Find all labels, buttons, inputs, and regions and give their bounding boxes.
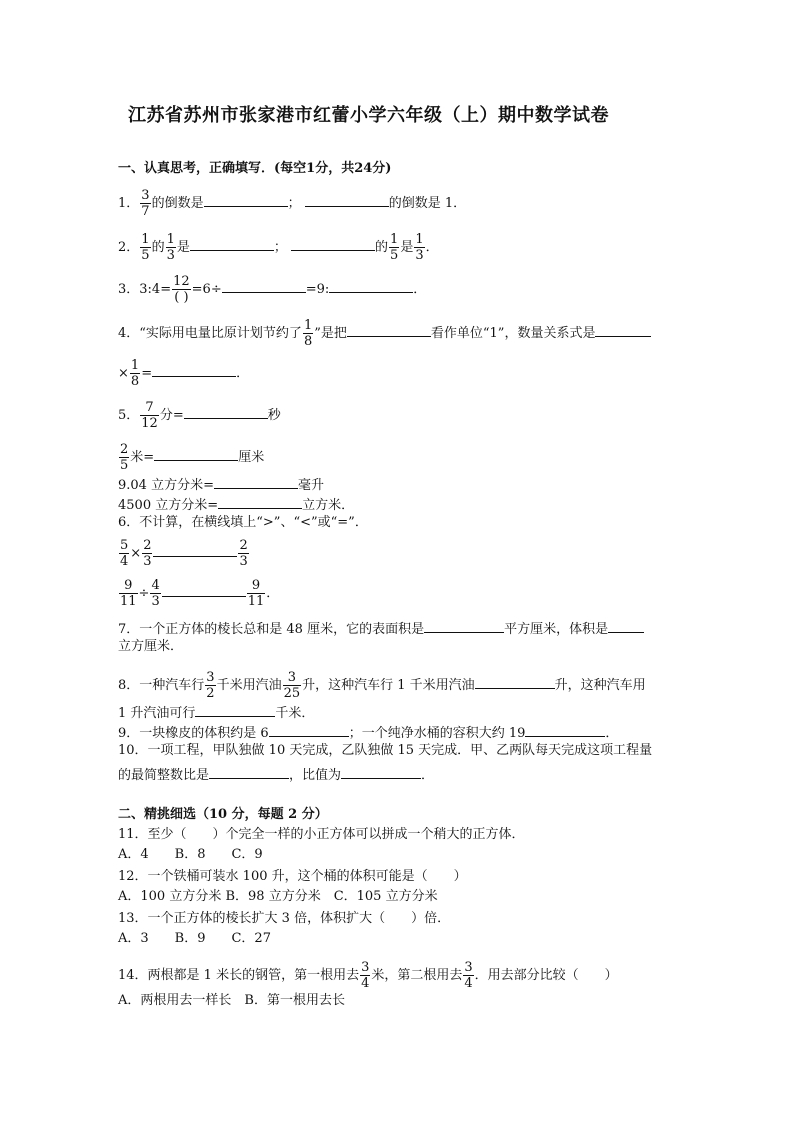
answer-blank[interactable] [269,722,349,737]
page-title: 江苏省苏州市张家港市红蕾小学六年级（上）期中数学试卷 [128,105,609,126]
section1-heading: 一、认真思考，正确填写．(每空1分，共24分) [118,161,392,176]
question-9: 9．一块橡皮的体积约是 6 ；一个纯净水桶的容积大约 19 ． [118,722,618,743]
answer-blank[interactable] [475,674,555,689]
question-4: 4．“实际用电量比原计划节约了 $\frac{1}{8}$ ”是把 看作单位“1”，数量关系式是 [118,318,651,349]
question-14: 14．两根都是 1 米长的钢管，第一根用去 $\frac{3}{4}$ 米，第二根用去 $\frac{3}{4}$ ．用去部分比较（ ） [118,960,618,991]
answer-blank[interactable] [162,582,246,597]
answer-blank[interactable] [154,446,238,461]
question-12-options[interactable]: A．100 立方分米 B．98 立方分米 C．105 立方分米 [118,889,438,904]
question-3: 3．3:4= $\frac{12}{( )}$ =6÷ =9: ． [118,274,427,305]
answer-blank[interactable] [291,236,375,251]
answer-blank[interactable] [214,474,298,489]
question-13: 13．一个正方体的棱长扩大 3 倍，体积扩大（ ）倍． [118,911,451,926]
answer-blank[interactable] [347,322,431,337]
answer-blank[interactable] [222,278,306,293]
answer-blank[interactable] [184,404,268,419]
question-11: 11．至少（ ）个完全一样的小正方体可以拼成一个稍大的正方体． [118,827,525,842]
question-1: 1． $\frac{3}{7}$ 的倒数是 ； 的倒数是 1． [118,188,467,219]
answer-blank[interactable] [195,702,275,717]
answer-blank[interactable] [341,764,421,779]
answer-blank[interactable] [329,278,413,293]
question-6-row1: $\frac{5}{4}$ × $\frac{2}{3}$ $\frac{2}{3}$ [120,538,248,569]
question-8-line2: 1 升汽油可行 千米． [118,702,314,723]
question-2: 2． $\frac{1}{5}$ 的 $\frac{1}{3}$ 是 ； 的 $\frac{1}{5}$ 是 $\frac{1}{3}$ ． [118,232,439,263]
answer-blank[interactable] [204,192,288,207]
question-14-options[interactable]: A．两根用去一样长 B．第一根用去长 [118,993,345,1008]
question-11-options[interactable]: A．4 B．8 C．9 [118,847,263,862]
question-5-line3: 9.04 立方分米= 毫升 [118,474,324,495]
question-5-line4: 4500 立方分米= 立方米． [118,494,354,515]
question-6: 6．不计算，在横线填上“>”、“<”或“=”． [118,515,368,530]
answer-blank[interactable] [305,192,389,207]
answer-blank[interactable] [424,618,504,633]
answer-blank[interactable] [595,322,651,337]
question-4-line2: × $\frac{1}{8}$ = ． [118,358,250,389]
section2-heading: 二、精挑细选（10 分，每题 2 分） [118,807,328,822]
answer-blank[interactable] [608,618,644,633]
question-10-line2: 的最简整数比是 ，比值为 ． [118,764,434,785]
question-7: 7．一个正方体的棱长总和是 48 厘米，它的表面积是 平方厘米，体积是 [118,618,644,639]
answer-blank[interactable] [190,236,274,251]
question-8: 8．一种汽车行 $\frac{3}{2}$ 千米用汽油 $\frac{3}{25}$ 升，这种汽车行 1 千米用汽油 升，这种汽车用 [118,670,646,701]
answer-blank[interactable] [525,722,605,737]
question-5-line2: $\frac{2}{5}$ 米= 厘米 [120,442,265,473]
question-7-line2: 立方厘米． [118,639,184,654]
question-13-options[interactable]: A．3 B．9 C．27 [118,931,271,946]
question-10: 10．一项工程，甲队独做 10 天完成，乙队独做 15 天完成．甲、乙两队每天完成这项工程量 [118,743,653,758]
question-12: 12．一个铁桶可装水 100 升，这个桶的体积可能是（ ） [118,869,467,884]
answer-blank[interactable] [152,362,236,377]
question-6-row2: $\frac{9}{11}$ ÷ $\frac{4}{3}$ $\frac{9}{11}$ ． [120,578,280,609]
answer-blank[interactable] [218,494,302,509]
answer-blank[interactable] [209,764,289,779]
answer-blank[interactable] [153,542,237,557]
question-5: 5． $\frac{7}{12}$ 分= 秒 [118,400,281,431]
